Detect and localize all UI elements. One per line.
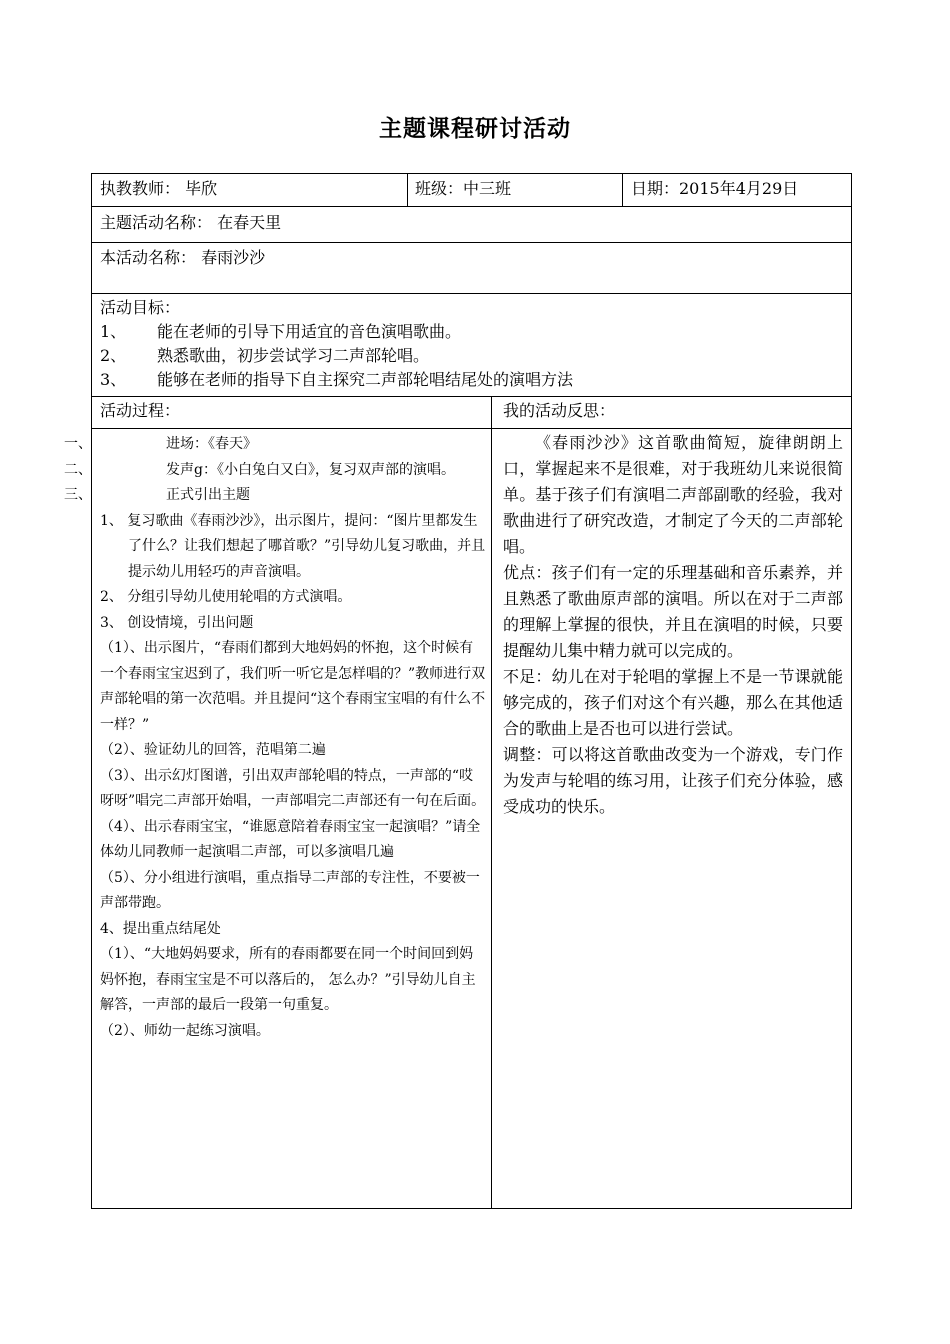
col-divider [622,173,623,206]
process-detail: （2）、验证幼儿的回答，范唱第二遍 [100,742,326,758]
process-content [64,432,486,1044]
process-detail: （4）、出示春雨宝宝，“谁愿意陪着春雨宝宝一起演唱？”请全体幼儿同教师一起演唱二声部，可以多演唱几遍 [100,818,481,860]
goals-section [100,296,573,392]
reflection-paragraph: 优点：孩子们有一定的乐理基础和音乐素养，并且熟悉了歌曲原声部的演唱。所以在对于二声部的理解上掌握的很快，并且在演唱的时候，只要提醒幼儿集中精力就可以完成的。 [503,563,843,660]
process-step: 一、 进场：《春天》 [64,436,257,452]
activity-field: 本活动名称： 春雨沙沙 [100,248,266,267]
process-label: 活动过程： [100,401,181,420]
goal-item: 3、 能够在老师的指导下自主探究二声部轮唱结尾处的演唱方法 [100,370,574,389]
process-substep: 4、提出重点结尾处 [100,920,221,937]
reflection-paragraph: 不足：幼儿在对于轮唱的掌握上不是一节课就能够完成的，孩子们对这个有兴趣，那么在其他适合的歌曲上是否也可以进行尝试。 [503,667,843,738]
row-divider [91,396,852,397]
row-divider [91,293,852,294]
goal-item: 2、 熟悉歌曲，初步尝试学习二声部轮唱。 [100,346,430,365]
col-divider [407,173,408,206]
process-substep: 3、 创设情境，引出问题 [100,614,254,631]
col-divider [491,396,492,1209]
theme-field: 主题活动名称： 在春天里 [100,213,282,232]
reflection-label: 我的活动反思： [503,401,616,420]
process-detail: （5）、分小组进行演唱，重点指导二声部的专注性，不要被一声部带跑。 [100,869,480,911]
date-field: 日期：2015年4月29日 [631,179,799,198]
row-divider [91,242,852,243]
reflection-content [503,430,843,820]
class-field: 班级：中三班 [415,179,512,198]
process-detail: （3）、出示幻灯图谱，引出双声部轮唱的特点，一声部的“哎呀呀”唱完二声部开始唱，一声部唱完二声部还有一句在后面。 [100,767,486,809]
process-substep: 2、 分组引导幼儿使用轮唱的方式演唱。 [100,589,352,605]
process-detail: （2）、师幼一起练习演唱。 [100,1022,270,1039]
teacher-field: 执教教师： 毕欣 [100,179,218,198]
goal-item: 1、 能在老师的引导下用适宜的音色演唱歌曲。 [100,322,462,341]
process-step: 三、 正式引出主题 [64,487,250,503]
row-divider [91,428,852,429]
page-title: 主题课程研讨活动 [379,115,571,142]
process-substep: 1、 复习歌曲《春雨沙沙》，出示图片，提问：“图片里都发生了什么？让我们想起了哪首歌？”引导幼儿复习歌曲，并且提示幼儿用轻巧的声音演唱。 [100,512,486,580]
process-detail: （1）、出示图片，“春雨们都到大地妈妈的怀抱，这个时候有一个春雨宝宝迟到了，我们听一听它是怎样唱的？”教师进行双声部轮唱的第一次范唱。并且提问“这个春雨宝宝唱的有什么不一样？” [100,640,486,733]
row-divider [91,206,852,207]
process-step: 二、 发声g：《小白兔白又白》，复习双声部的演唱。 [64,461,455,478]
reflection-paragraph: 《春雨沙沙》这首歌曲简短，旋律朗朗上口，掌握起来不是很难，对于我班幼儿来说很简单。基于孩子们有演唱二声部副歌的经验，我对歌曲进行了研究改造，才制定了今天的二声部轮唱。 [503,433,843,556]
reflection-paragraph: 调整：可以将这首歌曲改变为一个游戏，专门作为发声与轮唱的练习用，让孩子们充分体验，感受成功的快乐。 [503,745,843,816]
goals-label: 活动目标： [100,298,181,317]
process-detail: （1）、“大地妈妈要求，所有的春雨都要在同一个时间回到妈妈怀抱，春雨宝宝是不可以落后的， 怎么办？”引导幼儿自主解答，一声部的最后一段第一句重复。 [100,946,476,1013]
